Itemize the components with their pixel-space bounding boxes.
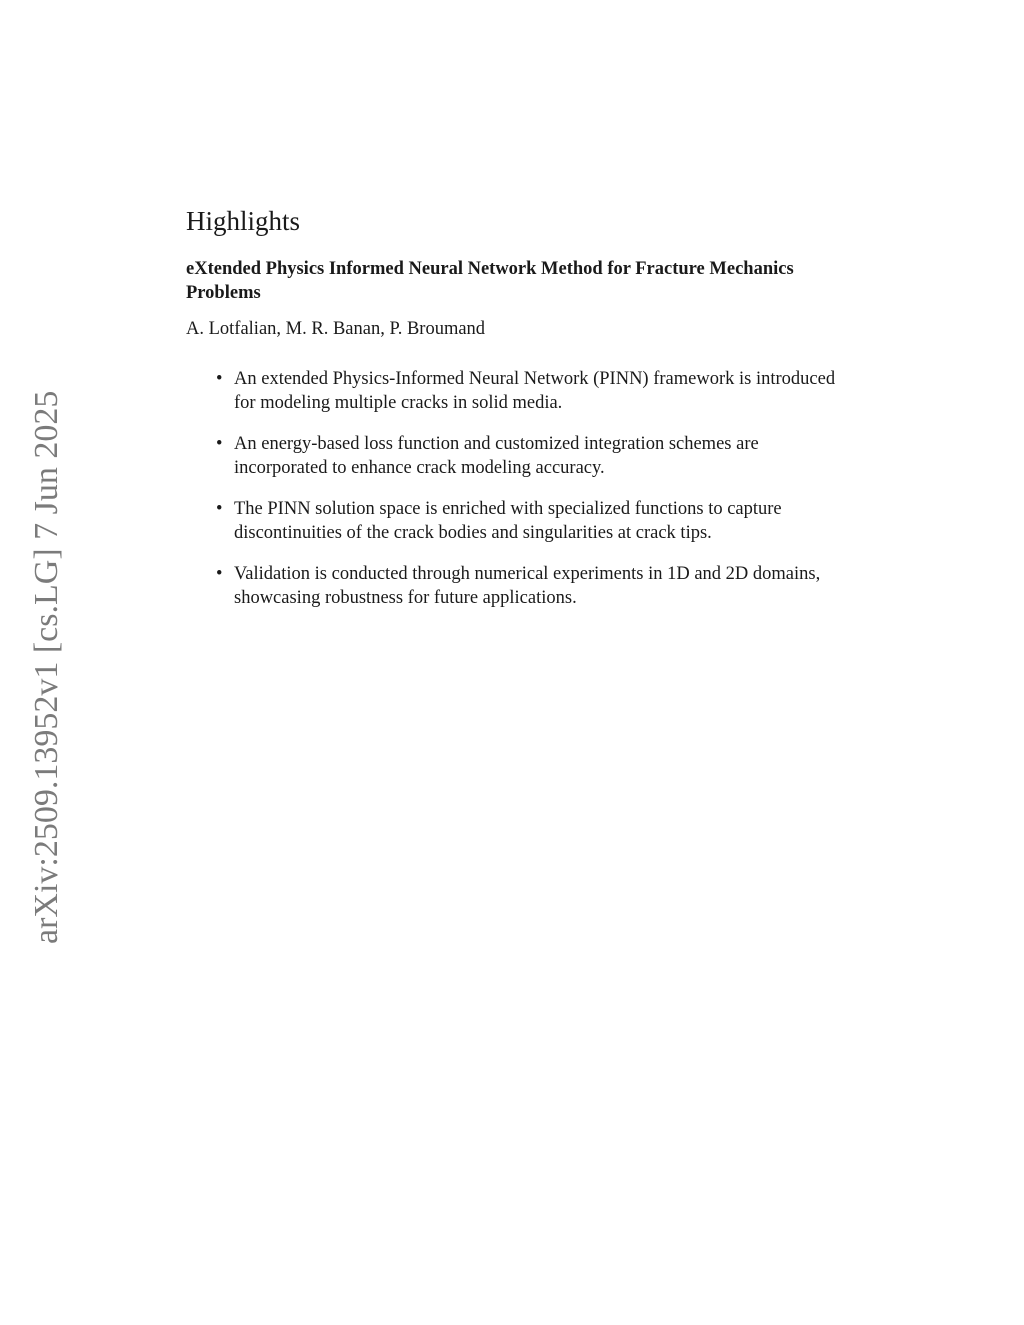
bullet-icon: •: [216, 564, 223, 584]
bullet-icon: •: [216, 434, 223, 454]
highlight-item: [216, 562, 846, 610]
paper-title: eXtended Physics Informed Neural Network Method for Fracture Mechanics Problems: [186, 259, 794, 303]
highlight-text: An extended Physics-Informed Neural Network (PINN) framework is introduced for modeling multiple cracks in solid media.: [234, 369, 836, 413]
highlight-item: [216, 432, 846, 480]
arxiv-identifier-stamp: arXiv:2509.13952v1 [cs.LG] 7 Jun 2025: [28, 390, 65, 944]
section-heading: Highlights: [186, 206, 301, 236]
highlight-item: [216, 497, 846, 545]
highlights-list: [186, 367, 846, 610]
highlight-text: Validation is conducted through numerical experiments in 1D and 2D domains, showcasing robustness for future applications.: [234, 564, 821, 608]
bullet-icon: •: [216, 499, 223, 519]
author-list: A. Lotfalian, M. R. Banan, P. Broumand: [186, 319, 486, 339]
highlight-item: [216, 367, 846, 415]
bullet-icon: •: [216, 369, 223, 389]
highlight-text: An energy-based loss function and customized integration schemes are incorporated to enhance crack modeling accuracy.: [234, 434, 759, 478]
highlights-page: [186, 205, 846, 627]
highlight-text: The PINN solution space is enriched with specialized functions to capture discontinuities of the crack bodies and singularities at crack tips.: [234, 499, 782, 543]
